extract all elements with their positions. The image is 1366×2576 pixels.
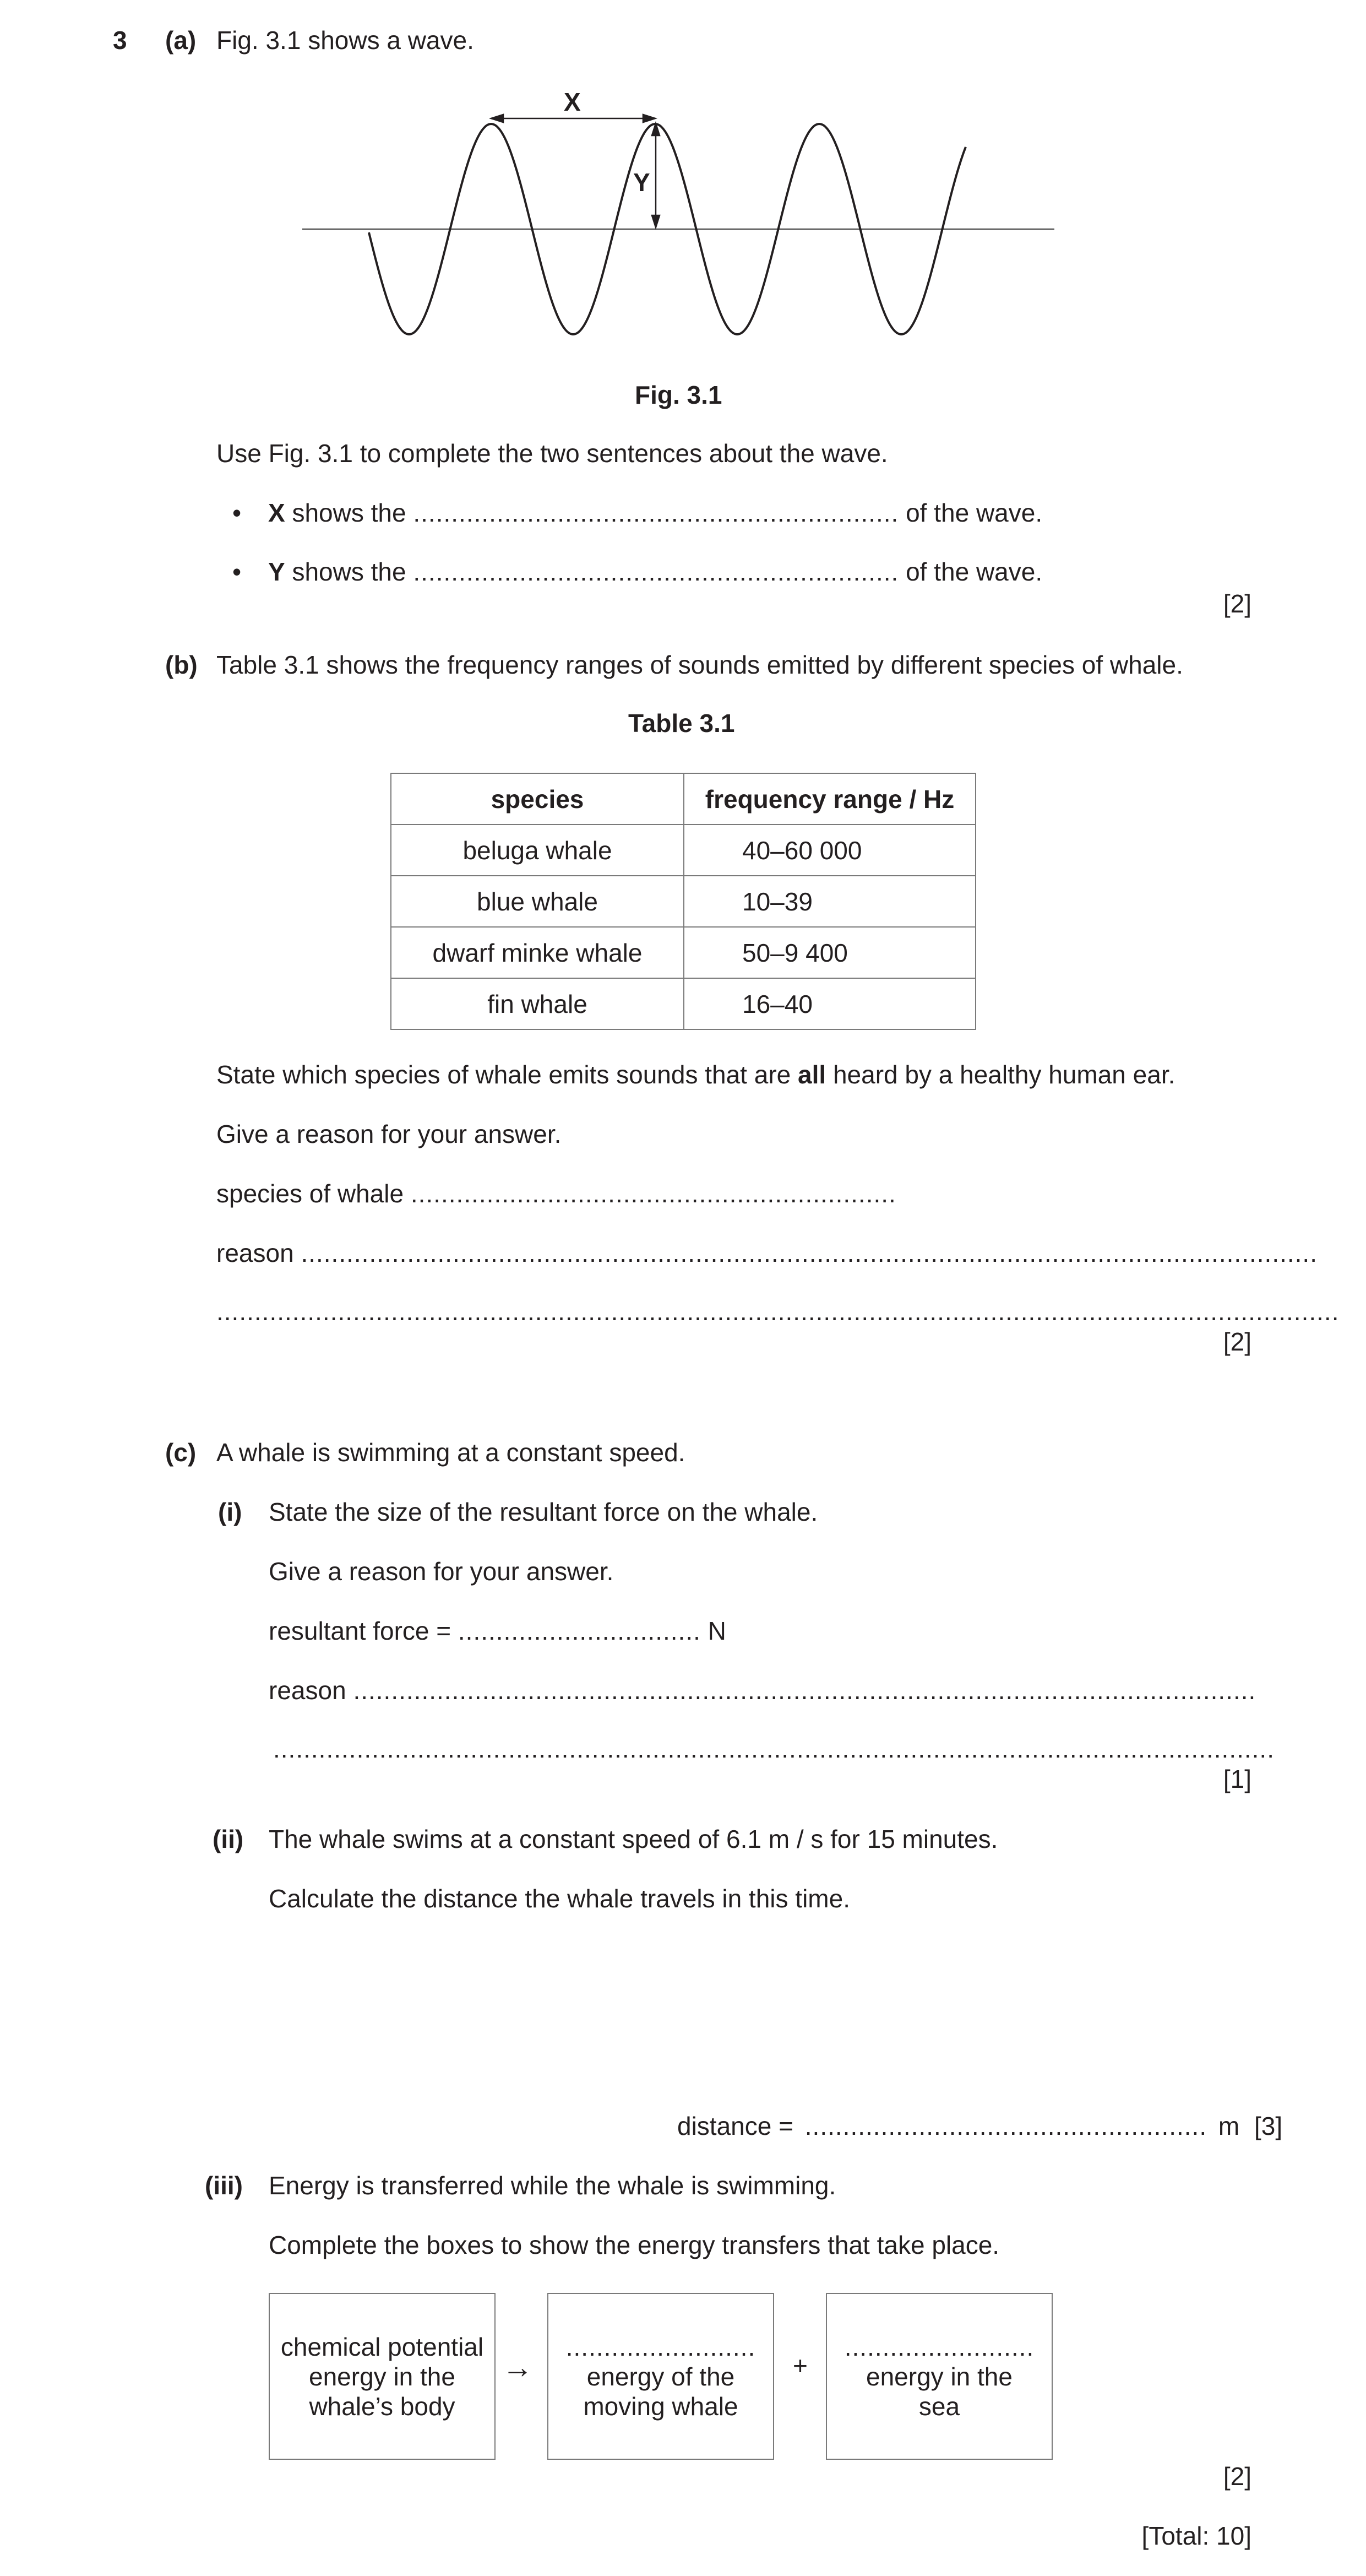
sub-i-label: (i) <box>218 1498 242 1526</box>
sub-i-reason-blank[interactable]: ....................................................................................................................... <box>353 1676 1256 1705</box>
plus-icon: + <box>793 2351 808 2380</box>
answer-blank-x[interactable]: ................................................................ <box>413 498 899 527</box>
part-a-marks: [2] <box>1223 589 1251 618</box>
frequency-table <box>390 773 976 1030</box>
answer-blank-y[interactable]: ................................................................ <box>413 557 899 586</box>
answer-unit: m <box>1218 2112 1240 2140</box>
table-header-row <box>391 773 976 825</box>
question-emphasis: all <box>798 1060 826 1089</box>
table-row <box>391 876 976 927</box>
sub-ii-instruction: Calculate the distance the whale travels in this time. <box>269 1884 850 1913</box>
sub-ii-question: The whale swims at a constant speed of 6.1 m / s for 15 minutes. <box>269 1825 998 1853</box>
box-text: energy in the <box>309 2362 455 2391</box>
reason-answer-blank[interactable]: ...................................................................................................................................... <box>301 1239 1318 1267</box>
table-cell: 10–39 <box>684 876 976 927</box>
part-b-intro: Table 3.1 shows the frequency ranges of sounds emitted by different species of whale. <box>216 650 1183 679</box>
part-b-label: (b) <box>165 650 198 679</box>
table-row <box>391 978 976 1029</box>
table-title: Table 3.1 <box>628 709 735 737</box>
part-c-label: (c) <box>165 1438 197 1467</box>
part-a-instruction: Use Fig. 3.1 to complete the two sentences about the wave. <box>216 439 888 468</box>
part-c-intro: A whale is swimming at a constant speed. <box>216 1438 685 1467</box>
sub-i-reason-extra-line[interactable]: .................................................................................................................................... <box>273 1734 1275 1763</box>
box-text: sea <box>918 2391 960 2421</box>
sentence-text: shows the <box>285 557 406 586</box>
answer-label: resultant force = <box>269 1617 451 1645</box>
table-cell: 40–60 000 <box>684 825 976 876</box>
table-header: frequency range / Hz <box>684 773 976 825</box>
question-text: heard by a healthy human ear. <box>826 1060 1175 1089</box>
arrow-icon: → <box>502 2350 533 2384</box>
part-a-label: (a) <box>165 26 197 55</box>
table-cell: fin whale <box>391 978 684 1029</box>
reason-answer-line <box>216 1240 1318 1266</box>
energy-type-blank[interactable]: ......................... <box>844 2332 1035 2361</box>
distance-answer-line <box>677 2113 1282 2139</box>
answer-label: distance = <box>677 2112 793 2140</box>
energy-box-moving-whale <box>547 2293 774 2460</box>
box-text: energy in the <box>866 2362 1013 2391</box>
energy-box-sea <box>826 2293 1053 2460</box>
question-number: 3 <box>113 26 127 55</box>
part-b-reason-prompt: Give a reason for your answer. <box>216 1120 562 1148</box>
total-marks: [Total: 10] <box>1141 2521 1251 2550</box>
table-cell: 16–40 <box>684 978 976 1029</box>
answer-label: reason <box>269 1676 346 1705</box>
table-cell: beluga whale <box>391 825 684 876</box>
box-text: moving whale <box>583 2391 738 2421</box>
part-b-question <box>216 1062 1175 1087</box>
sub-i-marks: [1] <box>1223 1765 1251 1793</box>
figure-caption: Fig. 3.1 <box>635 381 722 409</box>
sentence-key: X <box>268 498 285 527</box>
sentence-text: shows the <box>285 498 406 527</box>
energy-box-chemical <box>269 2293 496 2460</box>
answer-unit: N <box>708 1617 726 1645</box>
y-arrow <box>652 123 660 227</box>
part-b-marks: [2] <box>1223 1327 1251 1356</box>
figure-label-y: Y <box>633 168 650 197</box>
figure-label-x: X <box>564 88 581 116</box>
distance-answer-blank[interactable]: ..................................................... <box>804 2112 1207 2140</box>
species-answer-line <box>216 1181 896 1206</box>
sub-ii-marks: [3] <box>1254 2112 1283 2140</box>
sub-i-question: State the size of the resultant force on the whale. <box>269 1498 818 1526</box>
table-row <box>391 825 976 876</box>
sentence-end: of the wave. <box>906 498 1043 527</box>
sub-i-reason-line <box>269 1678 1256 1703</box>
resultant-force-blank[interactable]: ................................ <box>458 1617 701 1645</box>
answer-label: species of whale <box>216 1179 404 1208</box>
table-cell: 50–9 400 <box>684 927 976 978</box>
table-cell: blue whale <box>391 876 684 927</box>
reason-extra-line[interactable]: .................................................................................................................................................... <box>216 1297 1340 1326</box>
resultant-force-line <box>269 1618 726 1644</box>
sub-iii-marks: [2] <box>1223 2462 1251 2491</box>
sub-i-reason-prompt: Give a reason for your answer. <box>269 1557 614 1586</box>
bullet-icon: • <box>232 498 242 527</box>
question-text: State which species of whale emits sounds that are <box>216 1060 798 1089</box>
sentence-key: Y <box>268 557 285 586</box>
table-header: species <box>391 773 684 825</box>
sub-iii-instruction: Complete the boxes to show the energy transfers that take place. <box>269 2231 1000 2259</box>
box-text: energy of the <box>586 2362 735 2391</box>
sub-iii-question: Energy is transferred while the whale is swimming. <box>269 2171 836 2200</box>
energy-type-blank[interactable]: ......................... <box>565 2332 756 2361</box>
table-row <box>391 927 976 978</box>
species-answer-blank[interactable]: ................................................................ <box>410 1179 896 1208</box>
part-a-intro: Fig. 3.1 shows a wave. <box>216 26 474 55</box>
box-text: chemical potential <box>280 2332 484 2361</box>
box-text: whale’s body <box>309 2391 455 2421</box>
sentence-end: of the wave. <box>906 557 1043 586</box>
table-cell: dwarf minke whale <box>391 927 684 978</box>
wave-figure <box>0 0 1366 386</box>
answer-label: reason <box>216 1239 294 1267</box>
sub-iii-label: (iii) <box>205 2171 243 2200</box>
sub-ii-label: (ii) <box>213 1825 244 1853</box>
bullet-icon: • <box>232 557 242 586</box>
